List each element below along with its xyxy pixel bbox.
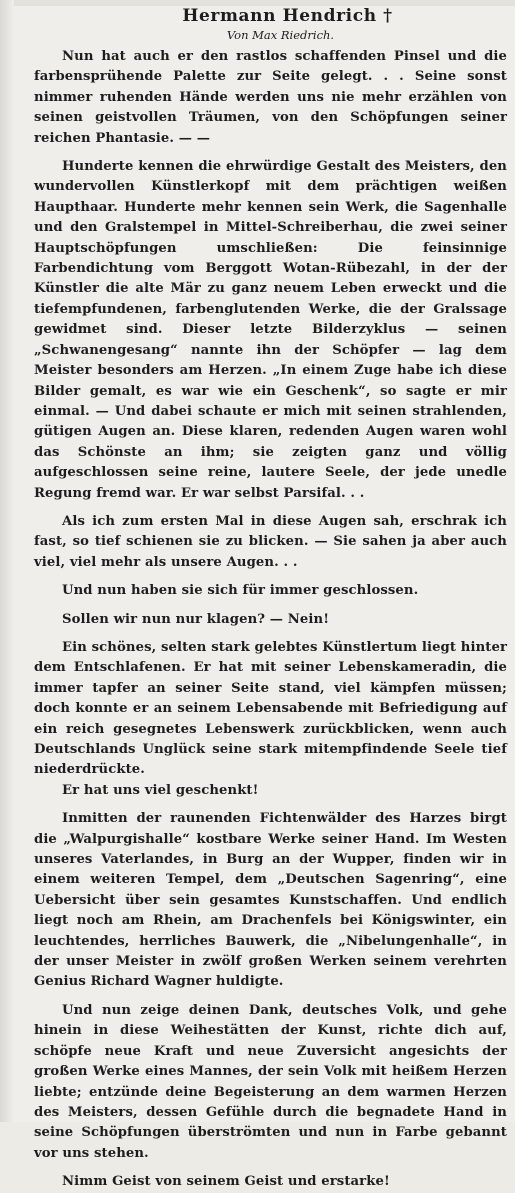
paragraph-1: Nun hat auch er den rastlos schaffenden Pinsel und die farbensprühende Palette zur Seite gelegt. . . Seine sonst nimmer ruhenden Hände werden uns nie mehr erzählen von seinen geistvollen Träumen, von den Schöpfungen seiner reichen Phantasie. — — — [34, 49, 507, 146]
obituary-article — [34, 4, 507, 1193]
paragraph-5: Sollen wir nun nur klagen? — Nein! — [62, 611, 330, 627]
article-title: Hermann Hendrich † — [182, 6, 393, 26]
paragraph-3: Als ich zum ersten Mal in diese Augen sah, erschrak ich fast, so tief schienen sie zu blicken. — Sie sahen ja aber auch viel, viel mehr als unsere Augen. . . — [34, 513, 507, 570]
neighbor-column-edge — [0, 0, 14, 1122]
paragraph-10: Nimm Geist von seinem Geist und erstarke! — [62, 1174, 390, 1190]
paragraph-4: Und nun haben sie sich für immer geschlossen. — [62, 583, 419, 599]
article-byline: Von Max Riedrich. — [226, 28, 335, 42]
paragraph-6: Ein schönes, selten stark gelebtes Künstlertum liegt hinter dem Entschlafenen. Er hat mit seiner Lebenskameradin, die immer tapfer an seiner Seite stand, viel kämpfen müssen; doch konnte er an seinem Lebensabende mit Befriedigung auf ein reich gesegnetes Lebenswerk zurückblicken, wenn auch Deutschlands Unglück seine stark mitempfindende Seele tief niederdrückte. — [34, 639, 507, 778]
paragraph-7: Er hat uns viel geschenkt! — [62, 782, 259, 798]
paragraph-9: Und nun zeige deinen Dank, deutsches Volk, und gehe hinein in diese Weihestätten der Kunst, richte dich auf, schöpfe neue Kraft und neue Zuversicht angesichts der großen Werke eines Mannes, der sein Volk mit heißem Herzen liebte; entzünde deine Begeisterung an dem warmen Herzen des Meisters, dessen Gefühle durch die begnadete Hand in seine Schöpfungen überströmten und nun in Farbe gebannt vor uns stehen. — [34, 1002, 507, 1161]
paragraph-8: Inmitten der raunenden Fichtenwälder des Harzes birgt die „Walpurgishalle“ kostbare Werke seiner Hand. Im Westen unseres Vaterlandes, in Burg an der Wupper, finden wir in einem weiteren Tempel, dem „Deutschen Sagenring“, eine Uebersicht über sein gesamtes Kunstschaffen. Und endlich liegt noch am Rhein, am Drachenfels bei Königswinter, ein leuchtendes, herrliches Bauwerk, die „Nibelungenhalle“, in der unser Meister in zwölf großen Werken seinem verehrten Genius Richard Wagner huldigte. — [34, 811, 507, 990]
paragraph-2: Hunderte kennen die ehrwürdige Gestalt des Meisters, den wundervollen Künstlerkopf mit dem prächtigen weißen Haupthaar. Hunderte mehr kennen sein Werk, die Sagenhalle und den Gralstempel in Mittel-Schreiberhau, die zwei seiner Hauptschöpfungen umschließen: Die feinsinnige Farbendichtung vom Berggott Wotan-Rübezahl, in der der Künstler die alte Mär zu ganz neuem Leben erweckt und die tiefempfundenen, farbenglutenden Werke, die der Gralssage gewidmet sind. Dieser letzte Bilderzyklus — seinen „Schwanengesang“ nannte ihn der Schöpfer — lag dem Meister besonders am Herzen. „In einem Zuge habe ich diese Bilder gemalt, es war wie ein Geschenk“, so sagte er mir einmal. — Und dabei schaute er mich mit seinen strahlenden, gütigen Augen an. Diese klaren, redenden Augen waren wohl das Schönste an ihm; sie zeigten ganz und völlig aufgeschlossen seine reine, lautere Seele, der jede unedle Regung fremd war. Er war selbst Parsifal. . . — [34, 159, 507, 501]
